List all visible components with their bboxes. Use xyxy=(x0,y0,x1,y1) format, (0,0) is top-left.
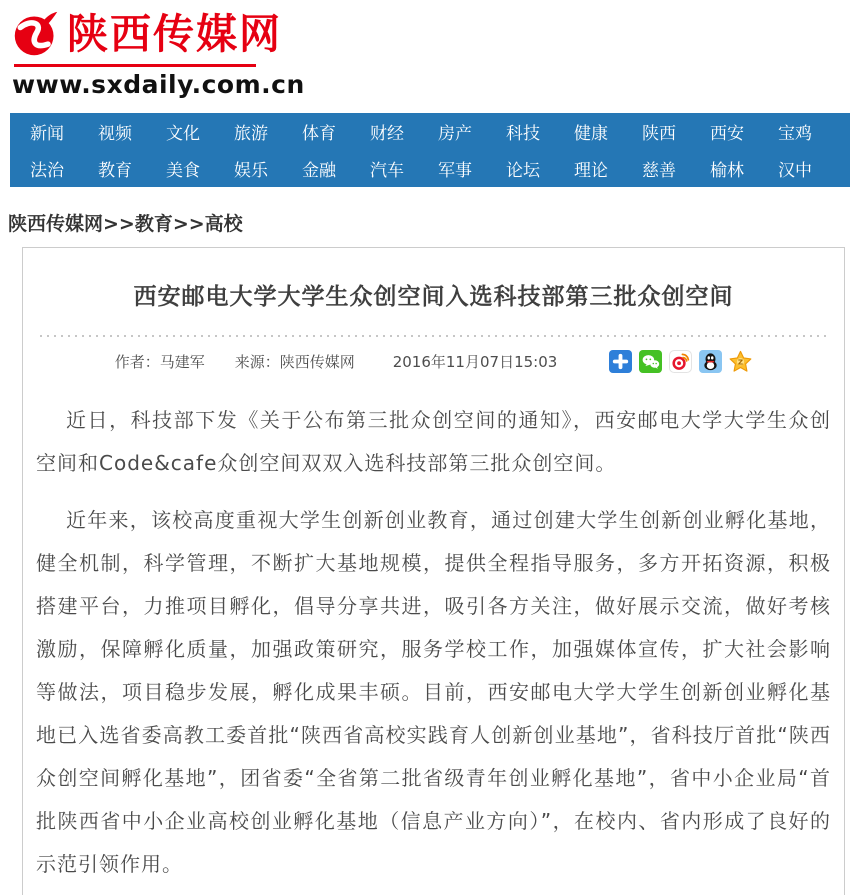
site-logo[interactable] xyxy=(12,10,282,58)
nav-item[interactable]: 军事 xyxy=(438,161,472,181)
nav-row-1 xyxy=(10,113,850,150)
publish-time: 2016年11月07日15:03 xyxy=(392,353,558,371)
nav-item[interactable]: 美食 xyxy=(166,161,200,181)
nav-item[interactable]: 视频 xyxy=(98,124,132,144)
site-url-text: www.sxdaily.com.cn xyxy=(12,70,305,99)
article-box xyxy=(22,247,845,895)
logo-globe-icon xyxy=(12,10,60,58)
main-nav xyxy=(10,113,850,187)
share-bar xyxy=(609,350,752,373)
nav-item[interactable]: 旅游 xyxy=(234,124,268,144)
logo-text: 陕西传媒网 xyxy=(67,9,282,58)
nav-item[interactable]: 宝鸡 xyxy=(778,124,812,144)
nav-item[interactable]: 榆林 xyxy=(710,161,744,181)
qzone-icon[interactable] xyxy=(729,350,752,373)
nav-item[interactable]: 法治 xyxy=(30,161,64,181)
nav-item[interactable]: 汉中 xyxy=(778,161,812,181)
site-header xyxy=(0,0,850,97)
svg-text:Z: Z xyxy=(738,357,744,367)
title-divider xyxy=(40,335,827,337)
nav-item[interactable]: 汽车 xyxy=(370,161,404,181)
article-meta xyxy=(36,350,831,373)
weibo-icon[interactable] xyxy=(669,350,692,373)
nav-item[interactable]: 理论 xyxy=(574,161,608,181)
bshare-icon[interactable] xyxy=(609,350,632,373)
nav-item[interactable]: 财经 xyxy=(370,124,404,144)
nav-item[interactable]: 教育 xyxy=(98,161,132,181)
source-label: 来源：陕西传媒网 xyxy=(234,353,355,371)
article-title: 西安邮电大学大学生众创空间入选科技部第三批众创空间 xyxy=(133,284,734,310)
author-label: 作者：马建军 xyxy=(114,353,205,371)
nav-item[interactable]: 房产 xyxy=(438,124,472,144)
wechat-icon[interactable] xyxy=(639,350,662,373)
nav-item[interactable]: 娱乐 xyxy=(234,161,268,181)
nav-item[interactable]: 陕西 xyxy=(642,124,676,144)
nav-item[interactable]: 金融 xyxy=(302,161,336,181)
nav-item[interactable]: 体育 xyxy=(302,124,336,144)
nav-row-2 xyxy=(10,150,850,187)
nav-item[interactable]: 科技 xyxy=(506,124,540,144)
nav-item[interactable]: 健康 xyxy=(574,124,608,144)
article-paragraph: 近年来，该校高度重视大学生创新创业教育，通过创建大学生创新创业孵化基地，健全机制，科学管理，不断扩大基地规模，提供全程指导服务，多方开拓资源，积极搭建平台，力推项目孵化，倡导分享共进，吸引各方关注，做好展示交流，做好考核激励，保障孵化质量，加强政策研究，服务学校工作，加强媒体宣传，扩大社会影响等做法，项目稳步发展，孵化成果丰硕。目前，西安邮电大学大学生创新创业孵化基地已入选省委高教工委首批“陕西省高校实践育人创新创业基地”，省科技厅首批“陕西众创空间孵化基地”，团省委“全省第二批省级青年创业孵化基地”，省中小企业局“首批陕西省中小企业高校创业孵化基地（信息产业方向）”，在校内、省内形成了良好的示范引领作用。 xyxy=(36,508,831,876)
nav-item[interactable]: 文化 xyxy=(166,124,200,144)
nav-item[interactable]: 新闻 xyxy=(30,124,64,144)
nav-item[interactable]: 论坛 xyxy=(506,161,540,181)
logo-underline xyxy=(14,64,256,67)
nav-item[interactable]: 慈善 xyxy=(642,161,676,181)
breadcrumb[interactable]: 陕西传媒网>>教育>>高校 xyxy=(8,213,243,235)
article-paragraph: 近日，科技部下发《关于公布第三批众创空间的通知》，西安邮电大学大学生众创空间和Code&cafe众创空间双双入选科技部第三批众创空间。 xyxy=(36,408,831,475)
nav-item[interactable]: 西安 xyxy=(710,124,744,144)
qq-icon[interactable] xyxy=(699,350,722,373)
